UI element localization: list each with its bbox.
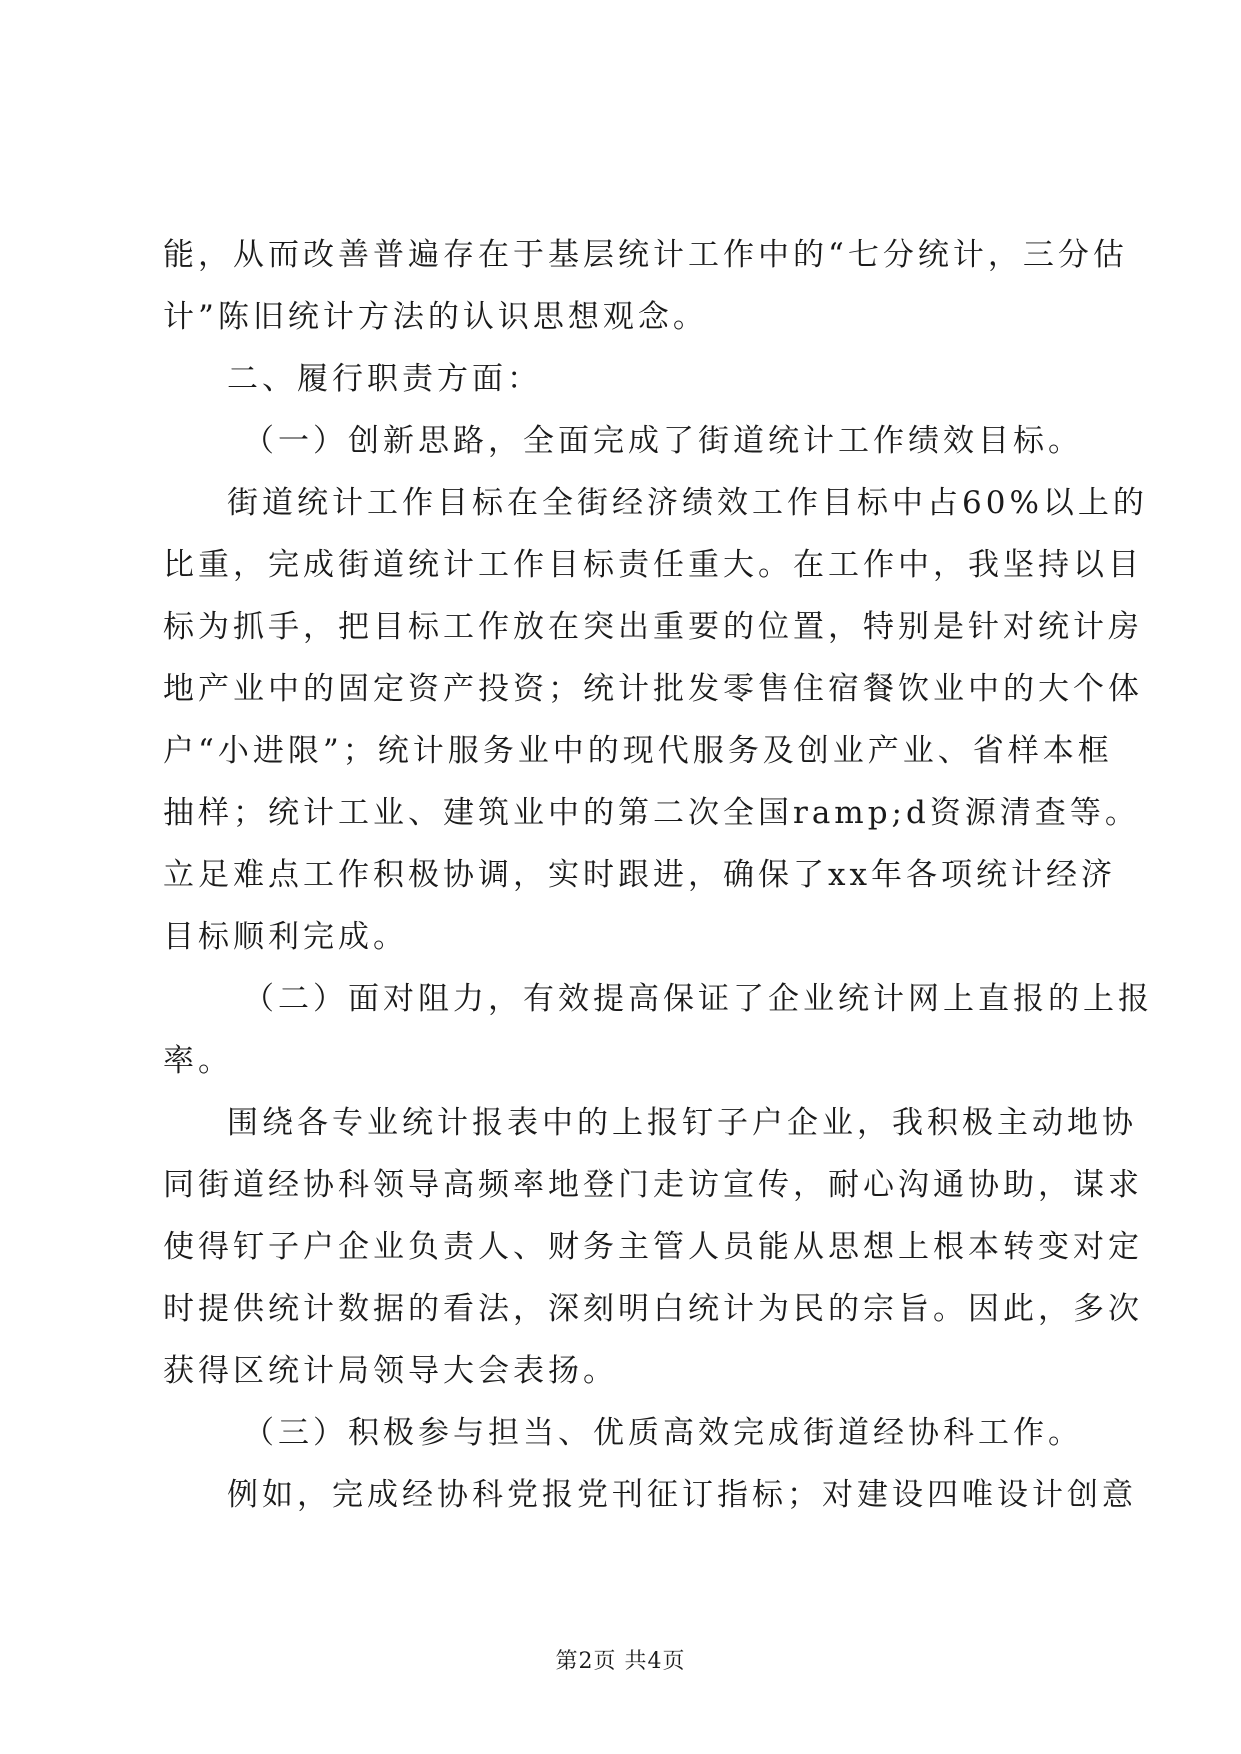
paragraph-line: 时提供统计数据的看法，深刻明白统计为民的宗旨。因此，多次 xyxy=(163,1291,1143,1327)
paragraph-line: 标为抓手，把目标工作放在突出重要的位置，特别是针对统计房 xyxy=(163,609,1143,645)
paragraph-line: 率。 xyxy=(163,1043,233,1079)
subsection-heading: （一）创新思路，全面完成了街道统计工作绩效目标。 xyxy=(243,423,1083,459)
page-number-footer: 第2页 共4页 xyxy=(555,1649,686,1674)
document-body xyxy=(163,224,1153,1526)
paragraph-line: 能，从而改善普遍存在于基层统计工作中的“七分统计，三分估 xyxy=(163,237,1128,273)
paragraph-line: 围绕各专业统计报表中的上报钉子户企业，我积极主动地协 xyxy=(227,1105,1137,1141)
section-heading: 二、履行职责方面： xyxy=(227,361,542,397)
paragraph-line: 获得区统计局领导大会表扬。 xyxy=(163,1353,618,1389)
paragraph-line: 同街道经协科领导高频率地登门走访宣传，耐心沟通协助，谋求 xyxy=(163,1167,1143,1203)
subsection-heading: （二）面对阻力，有效提高保证了企业统计网上直报的上报 xyxy=(243,981,1153,1017)
paragraph-line: 地产业中的固定资产投资；统计批发零售住宿餐饮业中的大个体 xyxy=(163,671,1143,707)
paragraph-line: 目标顺利完成。 xyxy=(163,919,408,955)
subsection-heading: （三）积极参与担当、优质高效完成街道经协科工作。 xyxy=(243,1415,1083,1451)
paragraph-line: 使得钉子户企业负责人、财务主管人员能从思想上根本转变对定 xyxy=(163,1229,1143,1265)
paragraph-line: 街道统计工作目标在全街经济绩效工作目标中占60%以上的 xyxy=(227,485,1148,521)
paragraph-line: 计”陈旧统计方法的认识思想观念。 xyxy=(163,299,708,335)
paragraph-line: 户“小进限”；统计服务业中的现代服务及创业产业、省样本框 xyxy=(163,733,1113,769)
paragraph-line: 例如，完成经协科党报党刊征订指标；对建设四唯设计创意 xyxy=(227,1477,1137,1513)
paragraph-line: 比重，完成街道统计工作目标责任重大。在工作中，我坚持以目 xyxy=(163,547,1143,583)
paragraph-line: 立足难点工作积极协调，实时跟进，确保了xx年各项统计经济 xyxy=(163,857,1116,893)
paragraph-line: 抽样；统计工业、建筑业中的第二次全国ramp;d资源清查等。 xyxy=(163,795,1140,831)
